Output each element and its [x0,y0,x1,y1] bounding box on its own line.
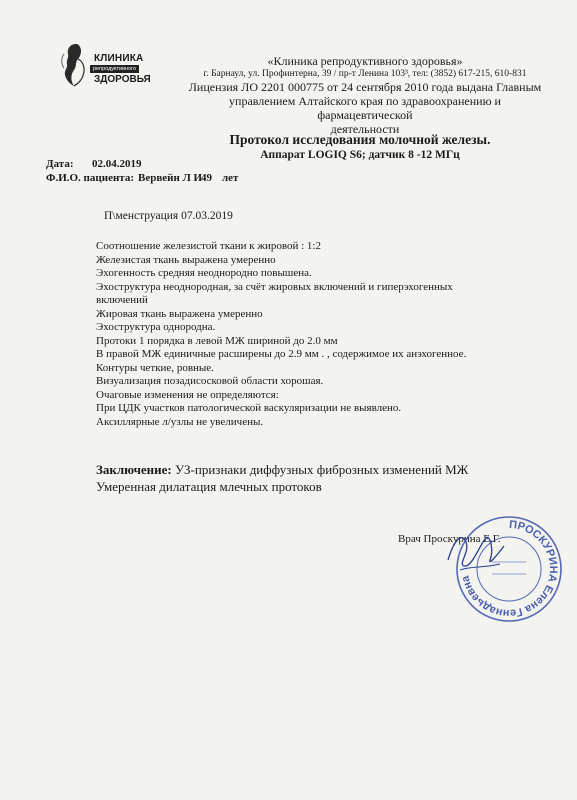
logo-line-3: ЗДОРОВЬЯ [94,74,151,85]
finding-line: Протоки 1 порядка в левой МЖ шириной до 2.0 мм [96,334,338,347]
finding-line: Очаговые изменения не определяются: [96,388,279,401]
protocol-title-main: Протокол исследования молочной железы. [229,132,491,147]
patient-age: 49 [201,172,212,184]
svg-text:ПРОСКУРИНА Елена Геннадьевна [459,519,559,619]
menstruation-date: П\менструация 07.03.2019 [104,210,233,222]
clinic-name: «Клиника репродуктивного здоровья» [267,54,463,68]
license-line-3: деятельности [330,122,400,136]
finding-line: Эхогенность средняя неоднородно повышена. [96,267,312,279]
doctor-stamp [452,512,567,630]
finding-line: При ЦДК участков патологической васкуляризации не выявлено. [96,402,402,414]
finding-line: Аксиллярные л/узлы не увеличены. [96,415,264,428]
finding-line: Эхоструктура неоднородная, за счёт жировых включений и гиперэхогенных [96,280,453,293]
finding-line: включений [96,294,148,306]
finding-line: Жировая ткань выражена умеренно [96,307,263,320]
finding-line: Соотношение железистой ткани к жировой : 1:2 [96,240,321,252]
finding-line: В правой МЖ единичные расширены до 2.9 мм . , содержимое их анэхогенное. [96,348,467,360]
conclusion-block [96,461,516,495]
clinic-address: г. Барнаул, ул. Профинтерна, 39 / пр-т Ленина 103³, тел: (3852) 617-215, 610-831 [203,69,527,79]
date-value: 02.04.2019 [92,158,142,170]
conclusion-line-1: УЗ-признаки диффузных фиброзных изменений МЖ [171,462,469,477]
protocol-device: Аппарат LOGIQ S6; датчик 8 -12 МГц [260,149,460,161]
clinic-header [180,54,550,136]
finding-line: Контуры четкие, ровные. [96,361,214,374]
clinic-logo [58,40,168,90]
logo-line-2: репродуктивного [90,65,139,73]
patient-label: Ф.И.О. пациента: [46,172,134,184]
finding-line: Железистая ткань выражена умеренно [96,253,276,266]
date-label: Дата: [46,158,74,170]
license-line-2: управлением Алтайского края по здравоохранению и фармацевтической [229,94,501,122]
woman-silhouette-icon [58,40,92,88]
stamp-text: ПРОСКУРИНА Елена Геннадьевна [459,518,560,620]
doctor-signature-line: Врач Проскурина Е.Г. [398,533,501,545]
finding-line: Визуализация позадисосковой области хорошая. [96,375,324,387]
patient-age-unit: лет [222,172,239,184]
license-line-1: Лицензия ЛО 2201 000775 от 24 сентября 2010 года выдана Главным [188,80,542,94]
logo-line-1: КЛИНИКА [94,53,144,64]
conclusion-label: Заключение: [96,462,172,477]
findings-block [96,240,506,429]
finding-line: Эхоструктура однородна. [96,321,216,333]
patient-name: Вервейн Л И [138,172,203,184]
conclusion-line-2: Умеренная дилатация млечных протоков [96,479,322,494]
protocol-title [160,132,560,163]
